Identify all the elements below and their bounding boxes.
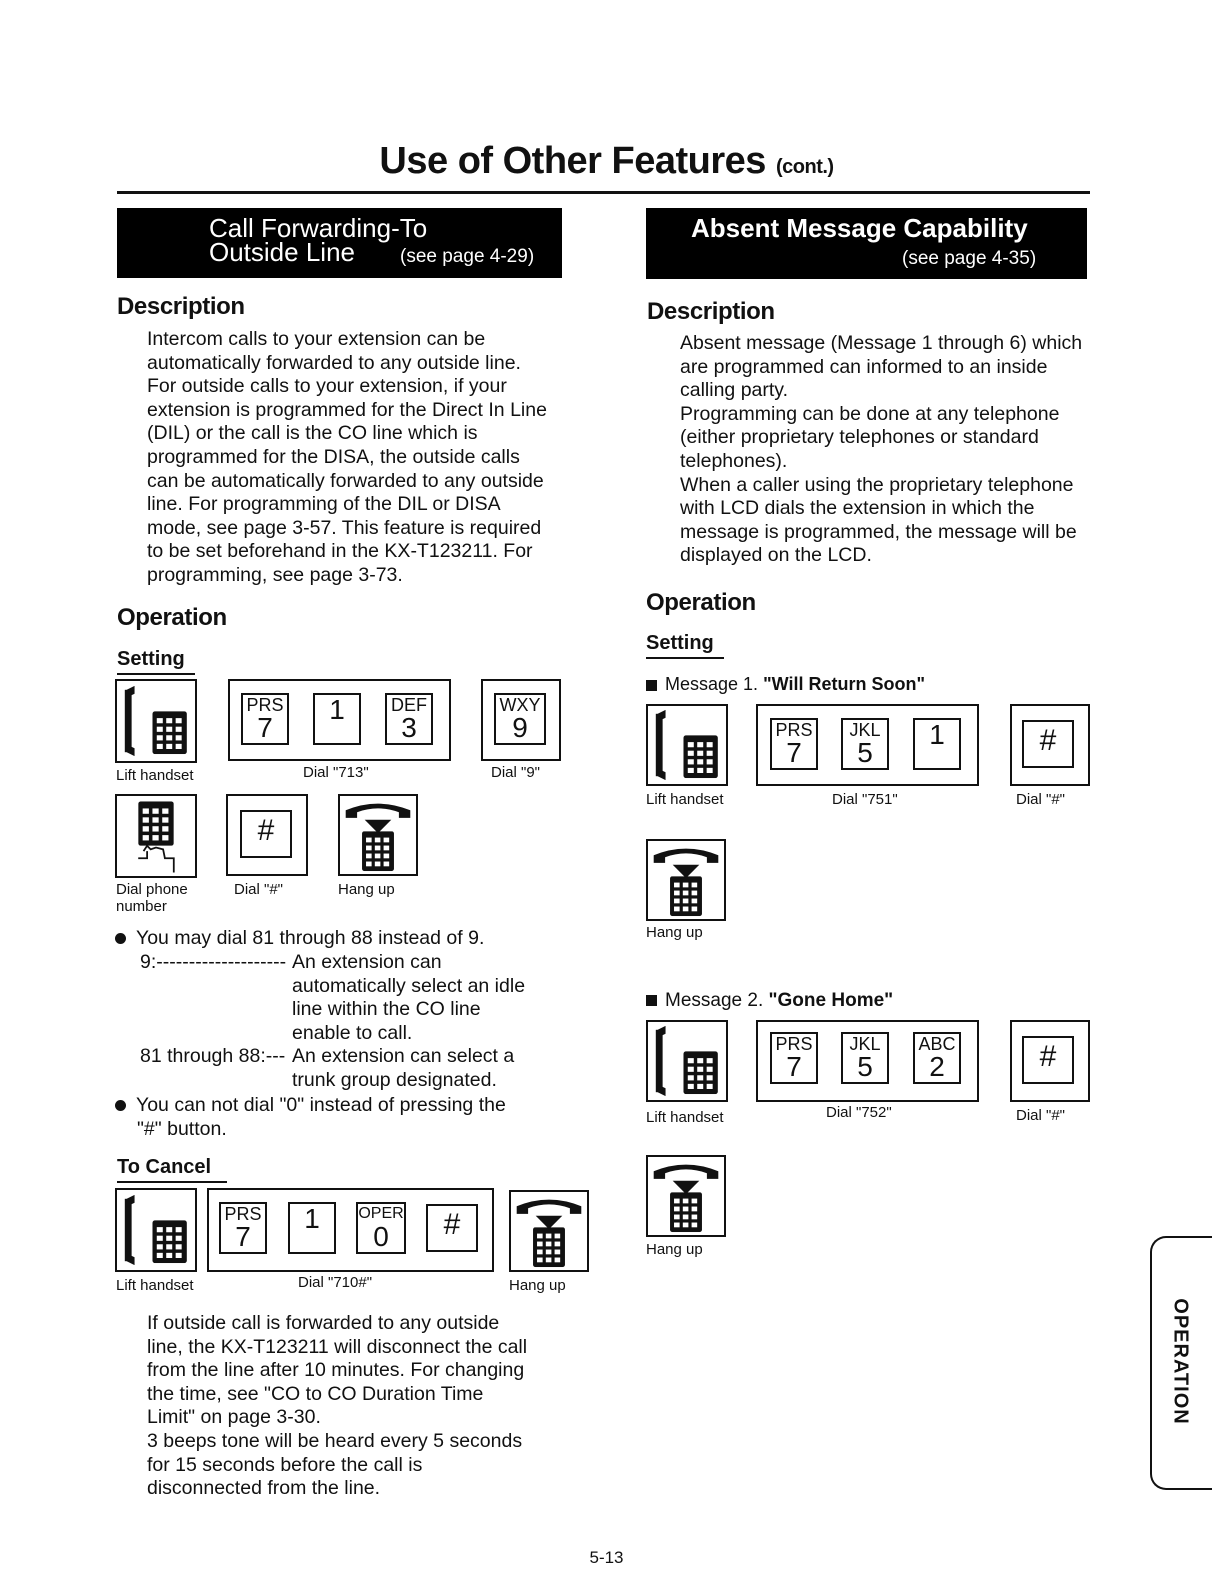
note-text-81-88 xyxy=(292,1045,514,1092)
caption-dial-710: Dial "710#" xyxy=(298,1274,373,1291)
right-desc-line: Programming can be done at any telephone xyxy=(680,402,1060,425)
key-number: 5 xyxy=(857,737,873,768)
footer-line: for 15 seconds before the call is xyxy=(147,1453,423,1476)
cancel-heading: To Cancel xyxy=(117,1156,212,1178)
message-1-heading xyxy=(646,673,925,697)
dial-phone-number-icon xyxy=(115,794,197,878)
footer-line: If outside call is forwarded to any outside xyxy=(147,1312,500,1334)
footer-line: Limit" on page 3-30. xyxy=(147,1406,321,1429)
message-2-name: "Gone Home" xyxy=(768,990,894,1011)
key-number: 1 xyxy=(304,1203,320,1234)
footer-line: the time, see "CO to CO Duration Time xyxy=(147,1382,484,1405)
bullet-dot xyxy=(115,1100,126,1111)
note-line: An extension can select a xyxy=(292,1045,515,1067)
caption-dial-713: Dial "713" xyxy=(303,764,369,781)
caption-lift-handset: Lift handset xyxy=(116,1277,194,1294)
page-title-text: Use of Other Features xyxy=(379,140,766,182)
caption-hang-up: Hang up xyxy=(509,1277,566,1294)
caption-dial-hash: Dial "#" xyxy=(1016,1107,1065,1124)
key-7 xyxy=(219,1202,267,1254)
key-number: 7 xyxy=(257,712,273,743)
note-text: You can not dial "0" instead of pressing the xyxy=(136,1094,506,1116)
key-hash xyxy=(1022,1036,1074,1084)
msg1-hang-up-icon xyxy=(646,839,726,921)
square-bullet xyxy=(646,995,657,1006)
note-line: automatically select an idle xyxy=(292,974,526,997)
left-desc-line: mode, see page 3-57. This feature is required xyxy=(147,516,542,539)
key-number: 1 xyxy=(929,719,945,750)
key-letters: PRS xyxy=(775,720,813,740)
caption-dial-phone-2: number xyxy=(116,898,167,915)
key-letters: JKL xyxy=(849,1034,881,1054)
note-line: enable to call. xyxy=(292,1021,413,1044)
note-bullet-2-cont: "#" button. xyxy=(137,1118,227,1140)
msg2-lift-handset-icon xyxy=(646,1020,728,1102)
note-line: trunk group designated. xyxy=(292,1068,497,1091)
left-operation-heading: Operation xyxy=(117,604,227,631)
side-tab-label xyxy=(1150,1236,1210,1486)
key-letters: ABC xyxy=(918,1034,956,1054)
message-1-prefix: Message 1. xyxy=(665,674,759,694)
left-description-heading: Description xyxy=(117,293,245,320)
right-description-heading: Description xyxy=(647,298,775,325)
right-banner-line1: Absent Message Capability xyxy=(691,213,1028,243)
caption-dial-hash: Dial "#" xyxy=(1016,791,1065,808)
page-title-suffix: (cont.) xyxy=(775,156,834,178)
key-hash xyxy=(240,810,292,858)
right-desc-line: Absent message (Message 1 through 6) which xyxy=(680,332,1083,354)
right-desc-line: with LCD dials the extension in which the xyxy=(680,497,1035,520)
right-setting-heading: Setting xyxy=(646,632,714,654)
left-setting-heading: Setting xyxy=(117,648,185,670)
right-desc-line: displayed on the LCD. xyxy=(680,544,872,567)
left-desc-line: automatically forwarded to any outside line. xyxy=(147,351,521,374)
right-desc-line: calling party. xyxy=(680,379,789,402)
left-banner xyxy=(117,208,562,278)
key-1 xyxy=(313,693,361,745)
key-number: # xyxy=(1039,1040,1057,1073)
footer-line: disconnected from the line. xyxy=(147,1477,381,1500)
page-title xyxy=(0,140,1213,183)
key-letters: OPER xyxy=(358,1205,404,1222)
right-desc-line: message is programmed, the message will be xyxy=(680,520,1077,543)
left-setting-underline xyxy=(117,673,195,675)
key-number: 2 xyxy=(929,1051,945,1082)
key-7 xyxy=(241,693,289,745)
key-hash xyxy=(1022,720,1074,768)
footer-line: 3 beeps tone will be heard every 5 seconds xyxy=(147,1429,523,1452)
msg1-lift-handset-icon xyxy=(646,704,728,786)
message-1-name: "Will Return Soon" xyxy=(763,674,925,694)
key-hash xyxy=(426,1204,478,1252)
key-letters: PRS xyxy=(775,1034,813,1054)
right-desc-line: When a caller using the proprietary telephone xyxy=(680,473,1074,496)
right-operation-heading: Operation xyxy=(646,589,756,616)
key-number: 0 xyxy=(373,1221,389,1252)
left-desc-line: (DIL) or the call is the CO line which is xyxy=(147,422,478,445)
key-number: # xyxy=(443,1208,461,1241)
key-number: 1 xyxy=(329,694,345,725)
msg2-hang-up-icon xyxy=(646,1155,726,1237)
key-letters: PRS xyxy=(224,1204,262,1224)
caption-hang-up: Hang up xyxy=(646,924,703,941)
caption-hang-up: Hang up xyxy=(338,881,395,898)
caption-lift-handset: Lift handset xyxy=(646,1109,724,1126)
right-desc-line: telephones). xyxy=(680,449,788,472)
side-tab-text: OPERATION xyxy=(1169,1297,1192,1425)
cancel-hang-up-icon xyxy=(509,1190,589,1272)
key-letters: PRS xyxy=(246,695,284,715)
left-desc-line: extension is programmed for the Direct In Line xyxy=(147,398,547,421)
left-desc-line: programmed for the DISA, the outside calls xyxy=(147,445,520,468)
key-letters: WXY xyxy=(499,695,541,715)
key-7 xyxy=(770,718,818,770)
lift-handset-icon xyxy=(115,679,197,763)
left-description xyxy=(147,328,567,588)
key-number: 5 xyxy=(857,1051,873,1082)
key-0 xyxy=(356,1202,406,1254)
square-bullet xyxy=(646,680,657,691)
right-setting-underline xyxy=(646,657,724,659)
caption-dial-751: Dial "751" xyxy=(832,791,898,808)
left-desc-line: programming, see page 3-73. xyxy=(147,563,403,586)
caption-hang-up: Hang up xyxy=(646,1241,703,1258)
message-2-prefix: Message 2. xyxy=(665,990,764,1011)
left-desc-line: can be automatically forwarded to any outside xyxy=(147,469,544,492)
left-desc-line: line. For programming of the DIL or DISA xyxy=(147,493,501,516)
caption-dial-9: Dial "9" xyxy=(491,764,540,781)
key-5 xyxy=(841,1032,889,1084)
note-line: An extension can xyxy=(292,951,442,973)
hang-up-icon xyxy=(338,794,418,876)
key-number: # xyxy=(257,814,275,847)
left-desc-line: to be set beforehand in the KX-T123211. For xyxy=(147,540,533,563)
key-5 xyxy=(841,718,889,770)
right-description xyxy=(680,332,1100,568)
key-9 xyxy=(494,693,546,745)
left-banner-line2: Outside Line xyxy=(209,237,355,267)
key-1 xyxy=(288,1202,336,1254)
key-number: 7 xyxy=(786,737,802,768)
caption-lift-handset: Lift handset xyxy=(646,791,724,808)
note-text: You may dial 81 through 88 instead of 9. xyxy=(136,927,485,949)
cancel-lift-handset-icon xyxy=(115,1188,197,1272)
key-7 xyxy=(770,1032,818,1084)
key-number: 7 xyxy=(786,1051,802,1082)
key-number: 9 xyxy=(512,712,528,743)
bullet-dot xyxy=(115,933,126,944)
key-letters: JKL xyxy=(849,720,881,740)
left-desc-line: Intercom calls to your extension can be xyxy=(147,328,486,350)
left-footer-text xyxy=(147,1312,567,1501)
footer-line: line, the KX-T123211 will disconnect the call xyxy=(147,1335,528,1358)
right-desc-line: are programmed can informed to an inside xyxy=(680,355,1048,378)
key-number: 7 xyxy=(235,1221,251,1252)
left-banner-ref: (see page 4-29) xyxy=(400,246,535,267)
key-1 xyxy=(913,718,961,770)
right-desc-line: (either proprietary telephones or standard xyxy=(680,426,1039,449)
key-3 xyxy=(385,693,433,745)
right-banner xyxy=(646,208,1087,279)
title-rule xyxy=(117,191,1090,194)
key-2 xyxy=(913,1032,961,1084)
key-letters: DEF xyxy=(391,695,427,715)
page-number: 5-13 xyxy=(589,1548,624,1567)
caption-dial-752: Dial "752" xyxy=(826,1104,892,1121)
key-number: 3 xyxy=(401,712,417,743)
caption-dial-phone: Dial phone xyxy=(116,881,188,898)
note-label-81-88: 81 through 88:--- xyxy=(140,1045,286,1067)
note-label-9: 9:-------------------- xyxy=(140,951,287,973)
caption-lift-handset: Lift handset xyxy=(116,767,194,784)
left-desc-line: For outside calls to your extension, if your xyxy=(147,375,507,398)
left-banner-line1: Call Forwarding-To xyxy=(209,213,428,243)
cancel-underline xyxy=(117,1181,227,1183)
key-number: # xyxy=(1039,724,1057,757)
note-text-9 xyxy=(292,951,525,1045)
note-bullet-1 xyxy=(115,927,484,951)
message-2-heading xyxy=(646,989,893,1013)
note-line: line within the CO line xyxy=(292,998,481,1021)
right-banner-ref: (see page 4-35) xyxy=(902,248,1037,269)
caption-dial-hash: Dial "#" xyxy=(234,881,283,898)
note-bullet-2 xyxy=(115,1094,506,1118)
footer-line: from the line after 10 minutes. For changing xyxy=(147,1359,525,1382)
